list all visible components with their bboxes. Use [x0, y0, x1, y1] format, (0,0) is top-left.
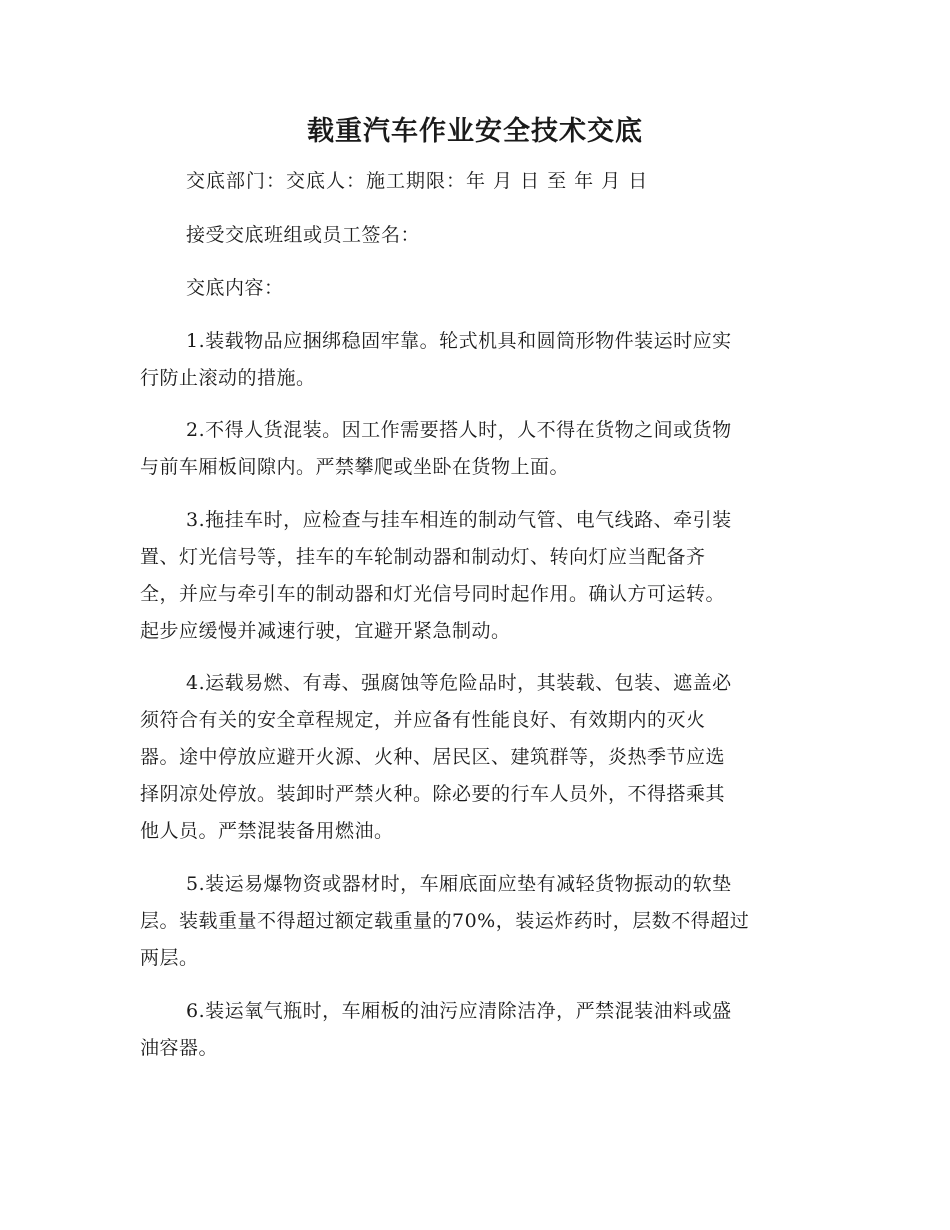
list-item-line: 他人员。严禁混装备用燃油。: [140, 820, 394, 842]
list-item-line: 6.装运氧气瓶时，车厢板的油污应清除洁净，严禁混装油料或盛: [186, 1000, 732, 1022]
list-item-line: 全，并应与牵引车的制动器和灯光信号同时起作用。确认方可运转。: [140, 583, 726, 605]
list-item-line: 置、灯光信号等，挂车的车轮制动器和制动灯、转向灯应当配备齐: [140, 546, 706, 568]
content-label: 交底内容：: [186, 277, 284, 299]
list-item-line: 两层。: [140, 947, 199, 969]
list-item-line: 油容器。: [140, 1037, 219, 1059]
document-title: 载重汽车作业安全技术交底: [307, 116, 643, 147]
list-item-line: 5.装运易爆物资或器材时，车厢底面应垫有减轻货物振动的软垫: [186, 873, 732, 895]
list-item-line: 择阴凉处停放。装卸时严禁火种。除必要的行车人员外，不得搭乘其: [140, 783, 726, 805]
list-item-line: 4.运载易燃、有毒、强腐蚀等危险品时，其装载、包装、遮盖必: [186, 672, 732, 694]
list-item-line: 层。装载重量不得超过额定载重量的70%，装运炸药时，层数不得超过: [140, 910, 750, 932]
header-info-line: 交底部门：交底人：施工期限：年 月 日 至 年 月 日: [186, 170, 649, 192]
list-item-line: 器。途中停放应避开火源、火种、居民区、建筑群等，炎热季节应选: [140, 746, 726, 768]
list-item-line: 须符合有关的安全章程规定，并应备有性能良好、有效期内的灭火: [140, 709, 706, 731]
list-item-line: 与前车厢板间隙内。严禁攀爬或坐卧在货物上面。: [140, 456, 570, 478]
signature-line: 接受交底班组或员工签名：: [186, 224, 421, 246]
list-item-line: 1.装载物品应捆绑稳固牢靠。轮式机具和圆筒形物件装运时应实: [186, 330, 732, 352]
list-item-line: 行防止滚动的措施。: [140, 367, 316, 389]
list-item-line: 起步应缓慢并减速行驶，宜避开紧急制动。: [140, 620, 511, 642]
list-item-line: 3.拖挂车时，应检查与挂车相连的制动气管、电气线路、牵引装: [186, 509, 732, 531]
list-item-line: 2.不得人货混装。因工作需要搭人时，人不得在货物之间或货物: [186, 419, 732, 441]
